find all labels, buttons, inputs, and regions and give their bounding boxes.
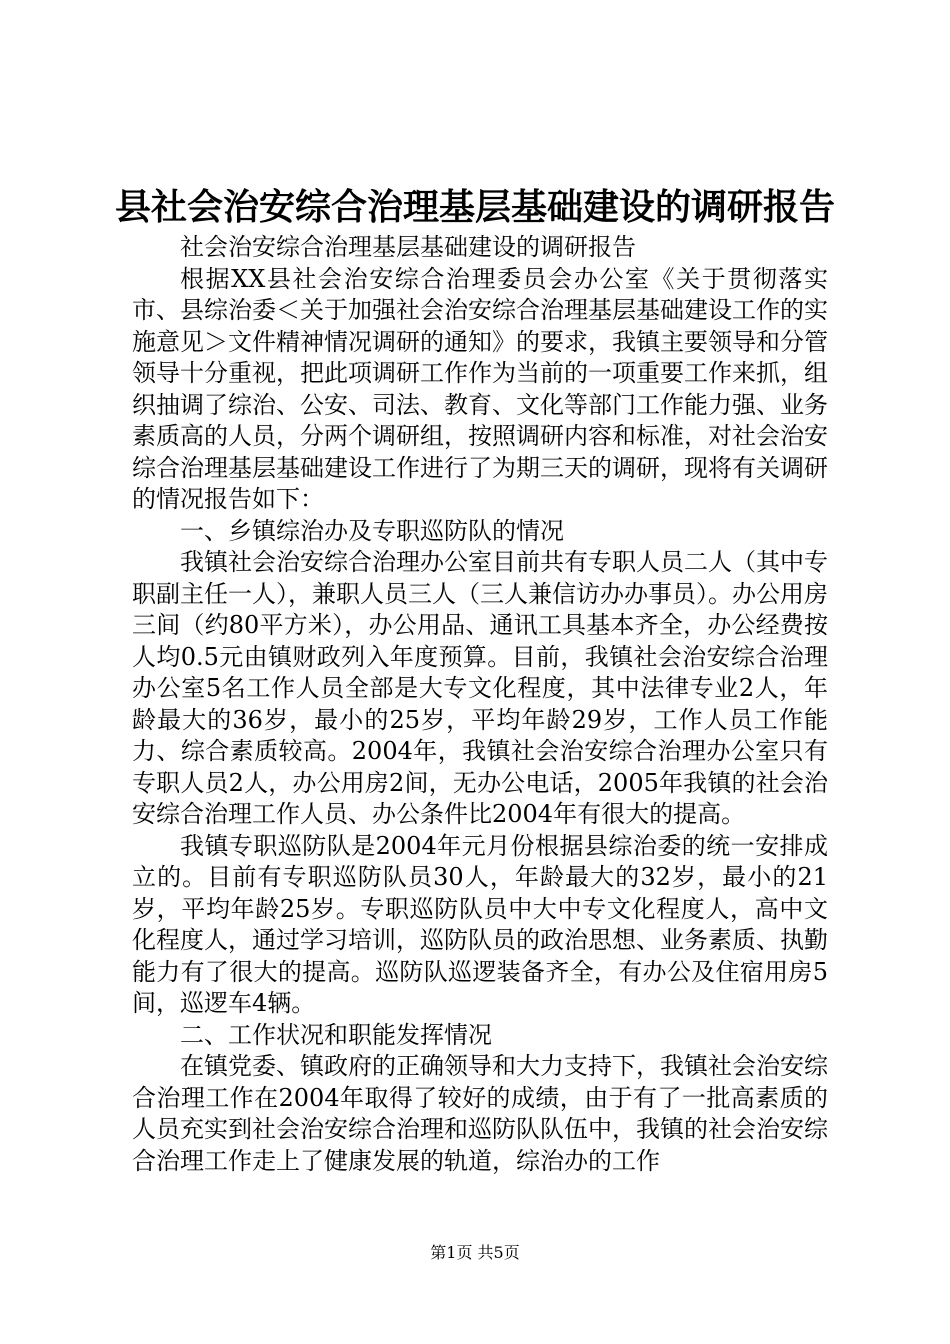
- paragraph-work-status: 在镇党委、镇政府的正确领导和大力支持下，我镇社会治安综合治理工作在2004年取得了较好的成绩，由于有了一批高素质的人员充实到社会治安综合治理和巡防队队伍中，我镇的社会治安综合治理工作走上了健康发展的轨道，综治办的工作: [132, 1052, 828, 1175]
- page-number: 第1页 共5页: [430, 1243, 520, 1262]
- paragraph-intro: 根据XX县社会治安综合治理委员会办公室《关于贯彻落实市、县综治委＜关于加强社会治安综合治理基层基础建设工作的实施意见＞文件精神情况调研的通知》的要求，我镇主要领导和分管领导十分重视，把此项调研工作作为当前的一项重要工作来抓，组织抽调了综治、公安、司法、教育、文化等部门工作能力强、业务素质高的人员，分两个调研组，按照调研内容和标准，对社会治安综合治理基层基础建设工作进行了为期三天的调研，现将有关调研的情况报告如下：: [132, 264, 828, 513]
- document-body: [132, 232, 828, 1177]
- section-heading-2: 二、工作状况和职能发挥情况: [180, 1020, 492, 1049]
- paragraph-subtitle: 社会治安综合治理基层基础建设的调研报告: [180, 233, 636, 261]
- page-footer: [0, 1243, 950, 1263]
- paragraph-office-staff: 我镇社会治安综合治理办公室目前共有专职人员二人（其中专职副主任一人），兼职人员三人（三人兼信访办办事员）。办公用房三间（约80平方米），办公用品、通讯工具基本齐全，办公经费按人均0.5元由镇财政列入年度预算。目前，我镇社会治安综合治理办公室5名工作人员全部是大专文化程度，其中法律专业2人，年龄最大的36岁，最小的25岁，平均年龄29岁，工作人员工作能力、综合素质较高。2004年，我镇社会治安综合治理办公室只有专职人员2人，办公用房2间，无办公电话，2005年我镇的社会治安综合治理工作人员、办公条件比2004年有很大的提高。: [132, 548, 828, 828]
- section-heading-1: 一、乡镇综治办及专职巡防队的情况: [180, 516, 564, 545]
- paragraph-patrol-team: 我镇专职巡防队是2004年元月份根据县综治委的统一安排成立的。目前有专职巡防队员30人，年龄最大的32岁，最小的21岁，平均年龄25岁。专职巡防队员中大中专文化程度人，高中文化程度人，通过学习培训，巡防队员的政治思想、业务素质、执勤能力有了很大的提高。巡防队巡逻装备齐全，有办公及住宿用房5间，巡逻车4辆。: [132, 831, 828, 1017]
- document-title: 县社会治安综合治理基层基础建设的调研报告: [114, 187, 835, 228]
